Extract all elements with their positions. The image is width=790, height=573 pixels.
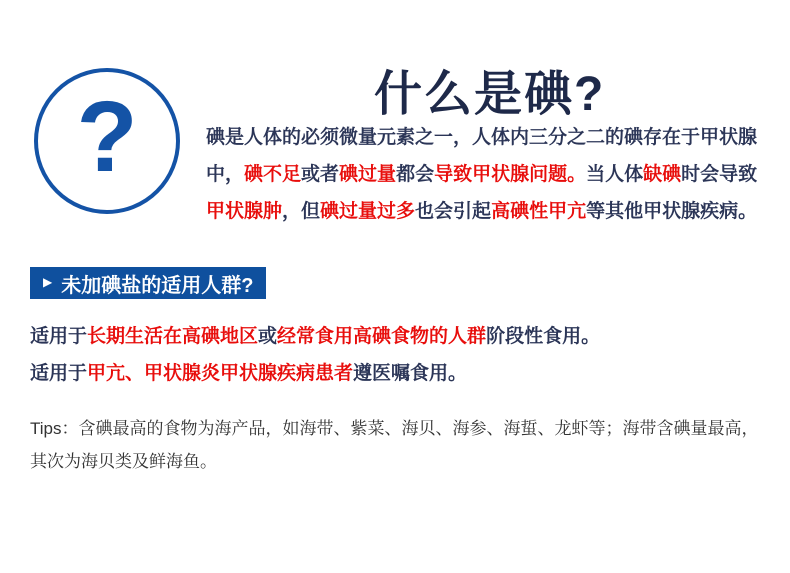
intro-line xyxy=(206,193,757,230)
intro-line xyxy=(206,119,757,156)
question-mark-icon xyxy=(34,68,180,214)
text-segment-red: 经常食用高碘食物的人群 xyxy=(277,326,487,347)
text-segment-navy: 或 xyxy=(258,326,278,347)
section-heading-label: 未加碘盐的适用人群? xyxy=(61,274,254,297)
text-segment-navy: 当人体 xyxy=(586,164,644,185)
text-segment-navy: 也会引起 xyxy=(415,201,492,222)
intro-line xyxy=(206,156,757,193)
text-segment-navy: 或者 xyxy=(301,164,340,185)
text-segment-navy: 时会导致 xyxy=(681,164,758,185)
text-segment-red: 碘不足 xyxy=(244,164,302,185)
page-title: 什么是碘? xyxy=(374,68,606,121)
text-segment-navy: 中， xyxy=(206,164,245,185)
text-segment-navy: ，但 xyxy=(282,201,321,222)
usage-line xyxy=(30,318,600,355)
text-segment-navy: 等其他甲状腺疾病。 xyxy=(586,201,758,222)
usage-line xyxy=(30,355,600,392)
intro-paragraph xyxy=(206,119,757,230)
text-segment-navy: 遵医嘱食用。 xyxy=(353,363,468,384)
text-segment-navy: 都会 xyxy=(396,164,435,185)
text-segment-navy: 碘是人体的必须微量元素之一，人体内三分之二的碘存在于甲状腺 xyxy=(206,127,758,148)
usage-paragraph xyxy=(30,318,600,392)
text-segment-red: 碘过量过多 xyxy=(320,201,416,222)
tips-paragraph xyxy=(30,412,758,478)
section-heading-banner xyxy=(30,267,266,299)
text-segment-red: 长期生活在高碘地区 xyxy=(87,326,259,347)
text-segment-navy: 适用于 xyxy=(30,363,88,384)
question-glyph: ? xyxy=(76,81,138,193)
text-segment-red: 高碘性甲亢 xyxy=(491,201,587,222)
text-segment-red: 甲亢、甲状腺炎甲状腺疾病患者 xyxy=(87,363,354,384)
text-segment-navy: 阶段性食用。 xyxy=(486,326,601,347)
tips-line: 其次为海贝类及鲜海鱼。 xyxy=(30,452,217,471)
text-segment-red: 缺碘 xyxy=(643,164,682,185)
text-segment-red: 导致甲状腺问题。 xyxy=(434,164,587,185)
text-segment-red: 甲状腺肿 xyxy=(206,201,283,222)
play-triangle-icon: ▶ xyxy=(43,275,53,289)
text-segment-navy: 适用于 xyxy=(30,326,88,347)
text-segment-red: 碘过量 xyxy=(339,164,397,185)
tips-line: Tips：含碘最高的食物为海产品，如海带、紫菜、海贝、海参、海蜇、龙虾等；海带含碘量最高， xyxy=(30,419,759,438)
